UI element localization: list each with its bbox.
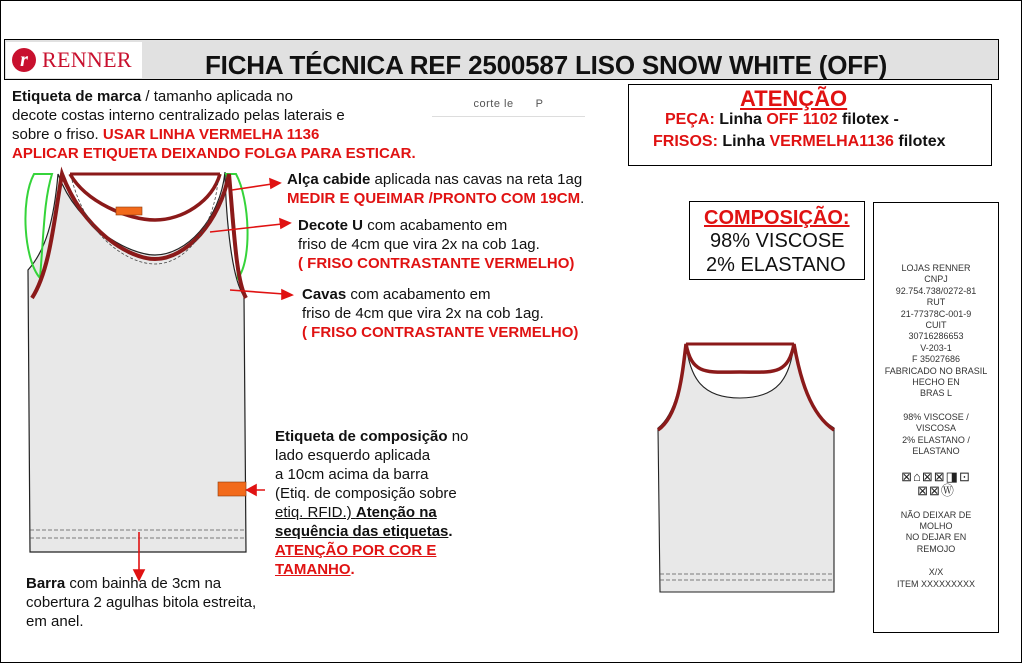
care-label <box>873 202 999 633</box>
care-label-line: X/X <box>928 567 944 578</box>
care-label-line: ELASTANO <box>912 446 960 457</box>
friso-back-neck <box>70 174 220 220</box>
care-label-line: RUT <box>926 297 946 308</box>
care-label-line: REMOJO <box>916 543 956 554</box>
barra-note: Barra com bainha de 3cm na cobertura 2 agulhas bitola estreita, em anel. <box>26 575 257 630</box>
care-label-line: F 35027686 <box>911 354 961 365</box>
brand-label <box>116 207 142 215</box>
marca-note: Etiqueta de marca / tamanho aplicada no decote costas interno centralizado pelas laterais e sobre o friso. USAR LINHA VERMELHA 1136 APLICAR ETIQUETA DEIXANDO FOLGA PARA ESTICAR. <box>12 88 416 162</box>
care-label-line: NO DEJAR EN <box>905 532 967 543</box>
size-tag-label: corte le <box>473 98 514 110</box>
garment-back-drawing <box>650 338 850 598</box>
care-label-line: FABRICADO NO BRASIL <box>884 365 988 376</box>
care-label-line: 98% VISCOSE / <box>903 411 969 422</box>
care-label-line: MOLHO <box>919 520 953 531</box>
garment-back-body <box>658 344 834 592</box>
attention-frisos: FRISOS: Linha VERMELHA1136 filotex <box>653 133 946 150</box>
composition-label-note: Etiqueta de composição no lado esquerdo aplicada a 10cm acima da barra (Etiq. de composição sobre etiq. RFID.) Atenção na sequência das etiquetas. ATENÇÃO POR COR E TAMANHO. <box>275 428 469 578</box>
renner-logo <box>6 42 142 78</box>
composition-label <box>218 482 246 496</box>
decote-note: Decote U com acabamento em friso de 4cm que vira 2x na cob 1ag. ( FRISO CONTRASTANTE VERMELHO) <box>298 217 575 272</box>
care-symbols-icon: ⊠⌂⊠⊠◨⊡ <box>901 468 971 484</box>
care-label-line: V-203-1 <box>920 342 952 353</box>
size-tag-value: P <box>535 98 544 110</box>
care-label-line: CNPJ <box>924 274 948 285</box>
care-label-line: NÃO DEIXAR DE <box>900 509 972 520</box>
composition-line-1: 98% VISCOSE <box>710 230 845 252</box>
care-label-line: 92.754.738/0272-81 <box>895 285 977 296</box>
size-tag <box>432 92 585 117</box>
attention-peca: PEÇA: Linha OFF 1102 filotex - <box>665 111 899 128</box>
composition-line-2: 2% ELASTANO <box>706 254 846 276</box>
care-label-line: HECHO EN <box>912 377 960 388</box>
care-symbols-row2-icon: ⊠⊠Ⓦ <box>917 482 955 498</box>
cavas-note: Cavas com acabamento em friso de 4cm que vira 2x na cob 1ag. ( FRISO CONTRASTANTE VERMELHO) <box>302 286 579 341</box>
care-label-line: ITEM XXXXXXXXX <box>896 578 976 589</box>
care-label-company <box>874 263 998 400</box>
care-label-composition <box>874 412 998 458</box>
care-label-line: 2% ELASTANO / <box>902 434 970 445</box>
garment-body <box>28 172 246 552</box>
alca-note: Alça cabide aplicada nas cavas na reta 1ag MEDIR E QUEIMAR /PRONTO COM 19CM. <box>287 171 585 207</box>
care-label-line: 21-77378C-001-9 <box>900 308 972 319</box>
care-label-line: VISCOSA <box>915 423 956 434</box>
care-label-line: 30716286653 <box>908 331 964 342</box>
care-label-instructions <box>874 510 998 556</box>
attention-title: ATENÇÃO <box>740 86 848 111</box>
care-label-line: CUIT <box>925 320 947 331</box>
care-label-line: LOJAS RENNER <box>901 263 971 273</box>
composition-title: COMPOSIÇÃO: <box>704 207 850 229</box>
page-title: FICHA TÉCNICA REF 2500587 LISO SNOW WHITE (OFF) <box>205 50 888 80</box>
care-label-item <box>874 567 998 590</box>
care-label-line: BRAS L <box>919 388 952 399</box>
renner-logo-mark: r <box>12 48 36 72</box>
renner-logo-text: RENNER <box>42 47 132 72</box>
